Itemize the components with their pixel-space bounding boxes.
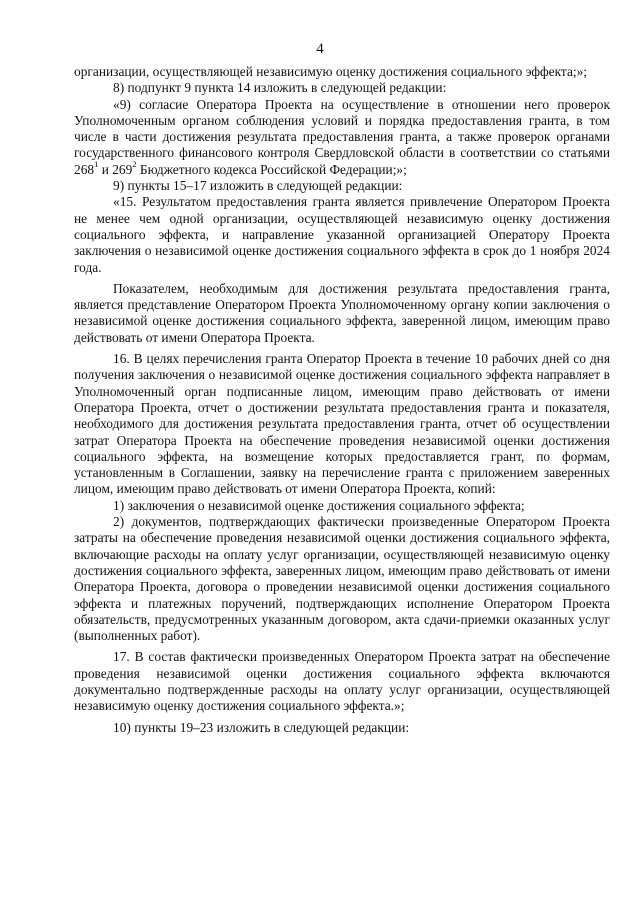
- paragraph-point-15: «15. Результатом предоставления гранта является привлечение Оператором Проекта не менее чем одной организации, осуществляющей независимую оценку достижения социального эффекта, и направление указанной организацией Оператору Проекта заключения о независимой оценке достижения социального эффекта в срок до 1 ноября 2024 года.: [74, 194, 610, 275]
- article-superscript-2: 2: [132, 159, 137, 170]
- paragraph-indicator: Показателем, необходимым для достижения результата предоставления гранта, является представление Оператором Проекта Уполномоченному органу копии заключения о независимой оценке достижения социального эффекта, заверенной лицом, имеющим право действовать от имени Оператора Проекта.: [74, 280, 610, 345]
- paragraph-item-10: 10) пункты 19–23 изложить в следующей редакции:: [113, 719, 410, 735]
- subpoint-9-text-between: и 269: [98, 161, 133, 177]
- paragraph-continuation: организации, осуществляющей независимую оценку достижения социального эффекта;»;: [74, 64, 588, 79]
- paragraph-subpoint-9: [74, 97, 610, 178]
- paragraph-point-16: 16. В целях перечисления гранта Оператор Проекта в течение 10 рабочих дней со дня получения заключения о независимой оценке достижения социального эффекта направляет в Уполномоченный орган подписанные лицом, имеющим право действовать от имени Оператора Проекта, отчет о достижении результата предоставления гранта и показателя, необходимого для достижения результата предоставления гранта, отчет об осуществлении затрат Оператора Проекта на обеспечение проведения независимой оценки достижения социального эффекта, на возмещение которых предоставляется грант, по формам, установленным в Соглашении, заявку на перечисление гранта с приложением заверенных лицом, имеющим право действовать от имени Оператора Проекта, копий:: [74, 351, 610, 497]
- page-number: 4: [316, 41, 324, 57]
- paragraph-point-17: 17. В состав фактически произведенных Оператором Проекта затрат на обеспечение проведения независимой оценки достижения социального эффекта включаются документально подтвержденные расходы на оплату услуг организации, осуществляющей независимую оценку достижения социального эффекта.»;: [74, 649, 610, 714]
- document-body: [74, 64, 610, 736]
- paragraph-item-8: 8) подпункт 9 пункта 14 изложить в следующей редакции:: [113, 80, 447, 96]
- subpoint-9-text-end: Бюджетного кодекса Российской Федерации;»;: [136, 161, 407, 177]
- article-superscript-1: 1: [94, 159, 99, 170]
- paragraph-list-item-1: 1) заключения о независимой оценке достижения социального эффекта;: [113, 497, 525, 513]
- subpoint-9-text: «9) согласие Оператора Проекта на осуществление в отношении него проверок Уполномоченным органом соблюдения условий и порядка предоставления гранта, в том числе в части достижения результата предоставления гранта, а также проверок органами государственного финансового контроля Свердловской области в соответствии со статьями 268: [74, 96, 610, 177]
- paragraph-item-9: 9) пункты 15–17 изложить в следующей редакции:: [113, 178, 403, 194]
- paragraph-list-item-2: 2) документов, подтверждающих фактически произведенные Оператором Проекта затраты на обеспечение проведения независимой оценки достижения социального эффекта, включающие расходы на оплату услуг организации, осуществляющей независимую оценку достижения социального эффекта, заверенных лицом, имеющим право действовать от имени Оператора Проекта, договора о проведении независимой оценки достижения социального эффекта и платежных поручений, подтверждающих исполнение Оператором Проекта обязательств, предусмотренных указанным договором, акта сдачи-приемки оказанных услуг (выполненных работ).: [74, 514, 610, 644]
